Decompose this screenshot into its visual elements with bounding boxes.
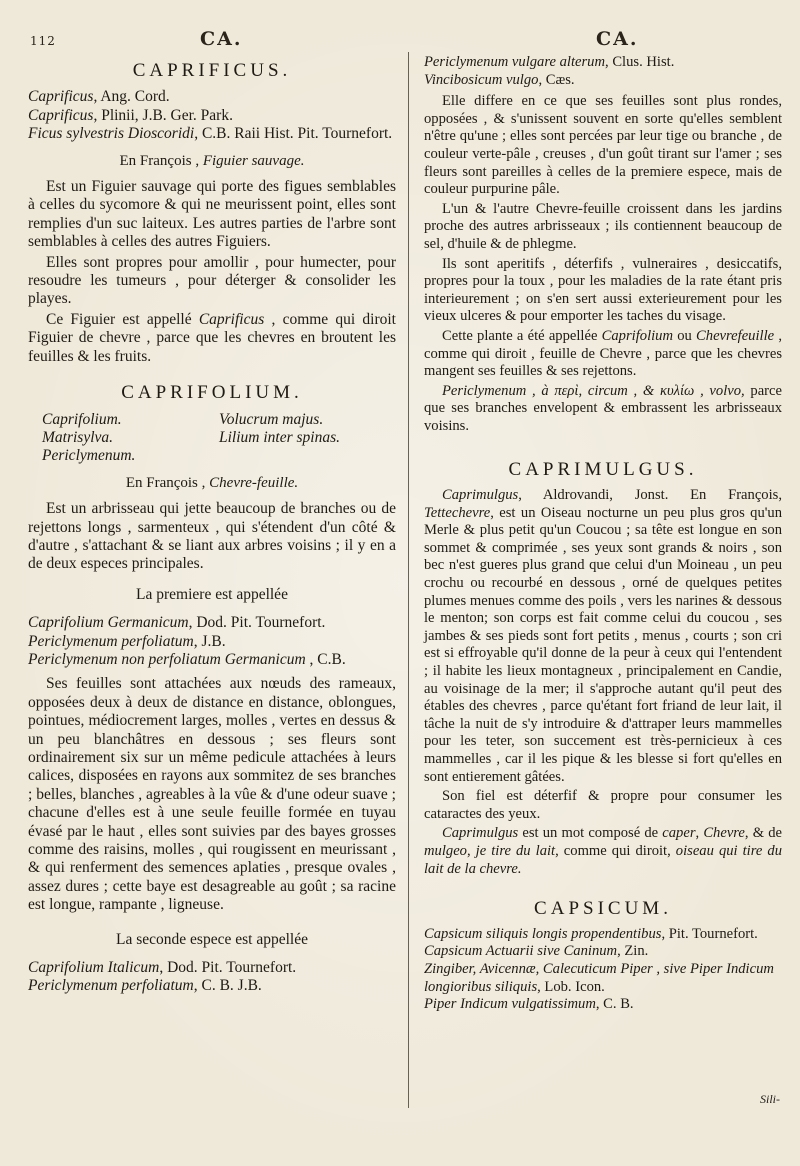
- synonym-source: , C.B. Raii Hist. Pit. Tournefort.: [194, 125, 393, 143]
- text-run-italic: Caprimulgus: [442, 825, 519, 842]
- french-name: [28, 474, 396, 492]
- text-run: Ce Figuier est appellé: [46, 310, 199, 328]
- synonym-latin: Matrisylva.: [42, 428, 114, 446]
- synonym-source: , Plinii, J.B. Ger. Park.: [93, 106, 233, 124]
- synonym-latin: Vincibosicum vulgo: [424, 71, 539, 88]
- synonym-latin: Capsicum siliquis longis propendentibus: [424, 925, 662, 942]
- paragraph: Ils sont aperitifs , déterfifs , vulneraires , desiccatifs, propres pour la toux , pour les maladies de la rate étant pris interieurement ; on s'en sert aussi exterieurement pour les vieux ulceres & pour emporter les taches du visage.: [424, 255, 782, 325]
- synonym-latin: Lilium inter spinas.: [219, 428, 341, 446]
- text-run-italic: je tire du lait: [475, 842, 556, 859]
- text-run-italic: Caprifolium: [601, 327, 674, 344]
- section-title-caprimulgus: CAPRIMULGUS.: [508, 459, 698, 481]
- synonym-source: , Ang. Cord.: [93, 88, 170, 106]
- synonym-latin: [219, 447, 396, 465]
- synonym-latin: Caprifolium.: [42, 410, 122, 428]
- synonym-latin: Ficus sylvestris Dioscoridi: [28, 125, 195, 143]
- synonym-line: [28, 633, 396, 651]
- text-run: Cette plante a été appellée: [442, 327, 602, 344]
- synonym-line: [28, 959, 396, 977]
- paragraph: Ses feuilles sont attachées aux nœuds des rameaux, opposées deux à deux de distance en distance, oblongues, pointues, médiocrement larges, molles , vertes en dessus & un peu blanchâtres en dessous ; ses fleurs sont ordinairement six sur un même pedicule attachées à leurs calices, disposées en rayons aux sommitez de ses branches ; belles, blanches , agreables à la vûe & d'une odeur suave ; chacune d'elles est à une seule feuille formée en tuyau évasé par le haut , elles sont suivies par des bayes grosses comme des raisins, molles , qui rougissent en meurissant , & qui renferment des semences aplaties , presque ovales , assez dures ; cette baye est desagreable au goût ; sa racine est longue, rampante , ligneuse.: [28, 675, 396, 914]
- text-run: , comme qui diroit Figuier de chevre , parce que les chevres en broutent les feuilles & les fruits.: [28, 310, 396, 365]
- synonym-line: [28, 107, 396, 125]
- synonym-line: [28, 977, 396, 995]
- text-run: , Aldrovandi, Jonst. En François,: [518, 487, 782, 504]
- paragraph: Elle differe en ce que ses feuilles sont plus rondes, opposées , & s'unissent souvent en sorte qu'elles semblent n'être qu'une ; elles sont percées par leur tige ou branche , de couleur verte-pâle , creuses , d'un goût tirant sur l'amer ; ses fleurs sont pareilles à celles de la premiere espece, mais de couleur purpurine pâle.: [424, 93, 782, 198]
- text-run: , comme qui diroit,: [555, 842, 676, 859]
- text-run: , & de: [744, 825, 782, 842]
- paragraph: L'un & l'autre Chevre-feuille croissent dans les jardins proche des autres arbrisseaux ; ils contiennent beaucoup de sel, d'huile & de phlegme.: [424, 200, 782, 252]
- text-run-italic: mulgeo: [424, 842, 467, 859]
- french-label: En François ,: [125, 474, 210, 491]
- synonym-source: , J.B.: [193, 632, 226, 650]
- text-run-italic: Chevre: [703, 825, 745, 842]
- page-number: 112: [30, 34, 56, 48]
- catchword: Sili-: [760, 1092, 780, 1106]
- synonym-source: , C. B.: [595, 996, 634, 1013]
- synonym-source: , Zin.: [617, 943, 649, 960]
- synonym-latin: Capsicum Actuarii sive Caninum: [424, 943, 618, 960]
- section-title-capricus: CAPRIFICUS.: [132, 60, 292, 81]
- paragraph: Est un Figuier sauvage qui porte des figues semblables à celles du sycomore & qui ne meurissent point, elles sont remplies d'un suc laiteux. Les autres parties de l'arbre sont semblables à celles des autres Figuiers.: [28, 178, 396, 251]
- paragraph: [424, 825, 782, 878]
- text-run: ,: [695, 825, 704, 842]
- synonym-line: [28, 88, 396, 106]
- paragraph: Est un arbrisseau qui jette beaucoup de branches ou de rejettons longs , sarmenteux , qui s'étendent d'un côté & d'autre , s'attachant & se liant aux arbres voisins ; il y en a de deux especes principales.: [28, 500, 396, 573]
- text-run: , comme qui diroit , feuille de Chevre , parce que les chevres mangent ses feuilles & ses rejettons.: [424, 327, 782, 380]
- text-run-italic: Caprificus: [198, 310, 265, 328]
- text-run: , est un Oiseau nocturne un peu plus gros qu'un Merle & plus petit qu'un Coucou ; sa tête est longue en son sommet & comprimée , ses yeux sont grands & noirs , son bec n'est gueres plus grand que celui d'un Moineau , un peu crochu ou recourbé en dessous , orné de quelques petites plumes menues comme des poils , vers les narines & dessous le menton; son corps est fait comme celui du coucou , ses jambes & ses pieds sont fort petits , menus , courts ; son cri est si effroyable qu'il donne de la peur à ceux qui l'entendent ; il habite les lieux montagneux , principalement en Candie, au voisinage de la mer; il s'approche autant qu'il peut des étables des chevres , parce qu'étant fort friand de leur lait, il tâche la nuit de s'y introduire & d'attraper leurs mammelles pour les teter, son succement est très-pernicieux à ces mammelles , car il les pique & les blesse si fort qu'elles en sont entierement gâtées.: [424, 504, 782, 785]
- synonym-source: , C. B. J.B.: [193, 977, 262, 995]
- synonym-line: [424, 72, 782, 90]
- column-divider: [408, 52, 409, 1108]
- paragraph: [424, 383, 782, 436]
- text-run-italic: Periclymenum , à περὶ, circum , & κυλίω , volvo,: [442, 382, 745, 399]
- synonym-latin: Periclymenum perfoliatum: [28, 977, 194, 995]
- synonym-source: , Cæs.: [538, 71, 575, 88]
- synonym-line: [28, 651, 396, 669]
- text-run-italic: oiseau qui tire du lait de la chevre.: [424, 842, 782, 877]
- left-column: [28, 56, 396, 996]
- text-run-italic: Caprimulgus: [442, 487, 519, 504]
- synonym-latin: Caprificus: [28, 106, 94, 124]
- synonym-latin: Caprificus: [28, 88, 94, 106]
- synonym-latin: Piper Indicum vulgatissimum: [424, 996, 596, 1013]
- synonym-latin: Periclymenum perfoliatum: [28, 632, 194, 650]
- section-title-capsicum: CAPSICUM.: [534, 898, 672, 920]
- french-label: En François ,: [119, 152, 203, 169]
- subheading: La seconde espece est appellée: [116, 930, 308, 948]
- french-name-text: Figuier sauvage.: [202, 152, 305, 169]
- running-header-left: CA.: [200, 28, 243, 50]
- text-run-italic: Chevrefeuille: [696, 327, 775, 344]
- text-run: ,: [466, 842, 476, 859]
- section-title-caprifolium: CAPRIFOLIUM.: [121, 382, 303, 404]
- paragraph: [424, 487, 782, 786]
- synonym-latin: Volucrum majus.: [219, 410, 324, 428]
- synonym-grid: [42, 411, 396, 466]
- synonym-line: [424, 961, 782, 996]
- synonym-latin: Caprifolium Germanicum: [28, 614, 189, 632]
- synonym-line: [424, 943, 782, 961]
- synonym-source: , C.B.: [305, 650, 346, 668]
- text-run: parce que ses branches envelopent & embrassent les arbrisseaux voisins.: [424, 382, 782, 434]
- synonym-line: [424, 926, 782, 944]
- synonym-source: , Pit. Tournefort.: [661, 925, 758, 942]
- subheading: La premiere est appellée: [136, 585, 288, 603]
- text-run-italic: caper: [662, 825, 696, 842]
- right-column: [424, 54, 782, 1014]
- synonym-latin: Periclymenum non perfoliatum Germanicum: [28, 650, 306, 668]
- synonym-line: [424, 996, 782, 1014]
- french-name: [28, 152, 396, 170]
- synonym-latin: Zingiber, Avicennæ, Calecuticum Piper , sive Piper Indicum longioribus siliquis: [424, 960, 774, 995]
- synonym-source: , Lob. Icon.: [537, 978, 605, 995]
- running-header-right: CA.: [596, 28, 639, 50]
- synonym-latin: Periclymenum.: [42, 447, 136, 465]
- synonym-source: , Dod. Pit. Tournefort.: [159, 959, 297, 977]
- synonym-line: [28, 125, 396, 143]
- text-run-italic: Tettechevre: [424, 504, 491, 521]
- text-run: est un mot composé de: [518, 825, 663, 842]
- synonym-latin: Caprifolium Italicum: [28, 959, 160, 977]
- french-name-text: Chevre-feuille.: [209, 474, 299, 491]
- synonym-line: [28, 614, 396, 632]
- paragraph: [28, 311, 396, 366]
- synonym-source: , Dod. Pit. Tournefort.: [188, 614, 326, 632]
- text-run: ou: [673, 327, 697, 344]
- synonym-line: [424, 54, 782, 72]
- paragraph: Elles sont propres pour amollir , pour humecter, pour resoudre les tumeurs , pour déterger & consolider les playes.: [28, 253, 396, 308]
- synonym-latin: Periclymenum vulgare alterum: [424, 54, 606, 70]
- paragraph: Son fiel est déterfif & propre pour consumer les cataractes des yeux.: [424, 788, 782, 822]
- synonym-source: , Clus. Hist.: [605, 54, 675, 70]
- paragraph: [424, 328, 782, 381]
